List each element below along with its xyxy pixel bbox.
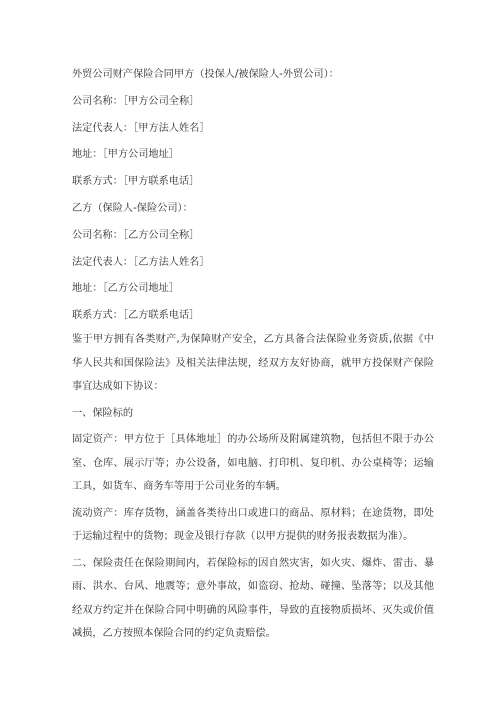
party-a-company-name: 公司名称：［甲方公司全称］ bbox=[72, 95, 200, 107]
party-a-contact: 联系方式：［甲方联系电话］ bbox=[72, 176, 200, 188]
party-a-legal-rep: 法定代表人：［甲方法人姓名］ bbox=[72, 122, 210, 134]
preamble-paragraph: 鉴于甲方拥有各类财产,为保障财产安全，乙方具备合法保险业务资质,依据《中华人民共和国保险法》及相关法律法规，经双方友好协商，就甲方投保财产保险事宜达成如下协议： bbox=[72, 334, 434, 393]
party-a-heading: 外贸公司财产保险合同甲方（投保人/被保险人-外贸公司）： bbox=[72, 69, 339, 80]
party-b-company-name: 公司名称：［乙方公司全称］ bbox=[72, 229, 200, 241]
fixed-assets-paragraph: 固定资产：甲方位于［具体地址］的办公场所及附属建筑物，包括但不限于办公室、仓库、展示厅等；办公设备，如电脑、打印机、复印机、办公桌椅等；运输工具，如货车、商务车等用于公司业务的车辆。 bbox=[72, 434, 434, 493]
contract-page bbox=[72, 67, 434, 649]
current-assets-paragraph: 流动资产：库存货物，涵盖各类待出口或进口的商品、原材料；在途货物，即处于运输过程中的货物；现金及银行存款（以甲方提供的财务报表数据为准）。 bbox=[72, 507, 434, 543]
party-a-address: 地址：［甲方公司地址］ bbox=[72, 149, 179, 161]
party-b-heading: 乙方（保险人-保险公司）： bbox=[72, 202, 193, 214]
section-1-title: 一、保险标的 bbox=[72, 407, 134, 419]
section-2-paragraph: 二、保险责任在保险期间内，若保险标的因自然灾害，如火灾、爆炸、雷击、暴雨、洪水、台风、地震等；意外事故，如盗窃、抢劫、碰撞、坠落等；以及其他经双方约定并在保险合同中明确的风险事件，导致的直接物质损坏、灭失或价值减损，乙方按照本保险合同的约定负责赔偿。 bbox=[72, 557, 434, 640]
party-b-legal-rep: 法定代表人：［乙方法人姓名］ bbox=[72, 256, 210, 268]
party-b-address: 地址：［乙方公司地址］ bbox=[72, 283, 179, 295]
party-b-contact: 联系方式：［乙方联系电话］ bbox=[72, 310, 200, 322]
